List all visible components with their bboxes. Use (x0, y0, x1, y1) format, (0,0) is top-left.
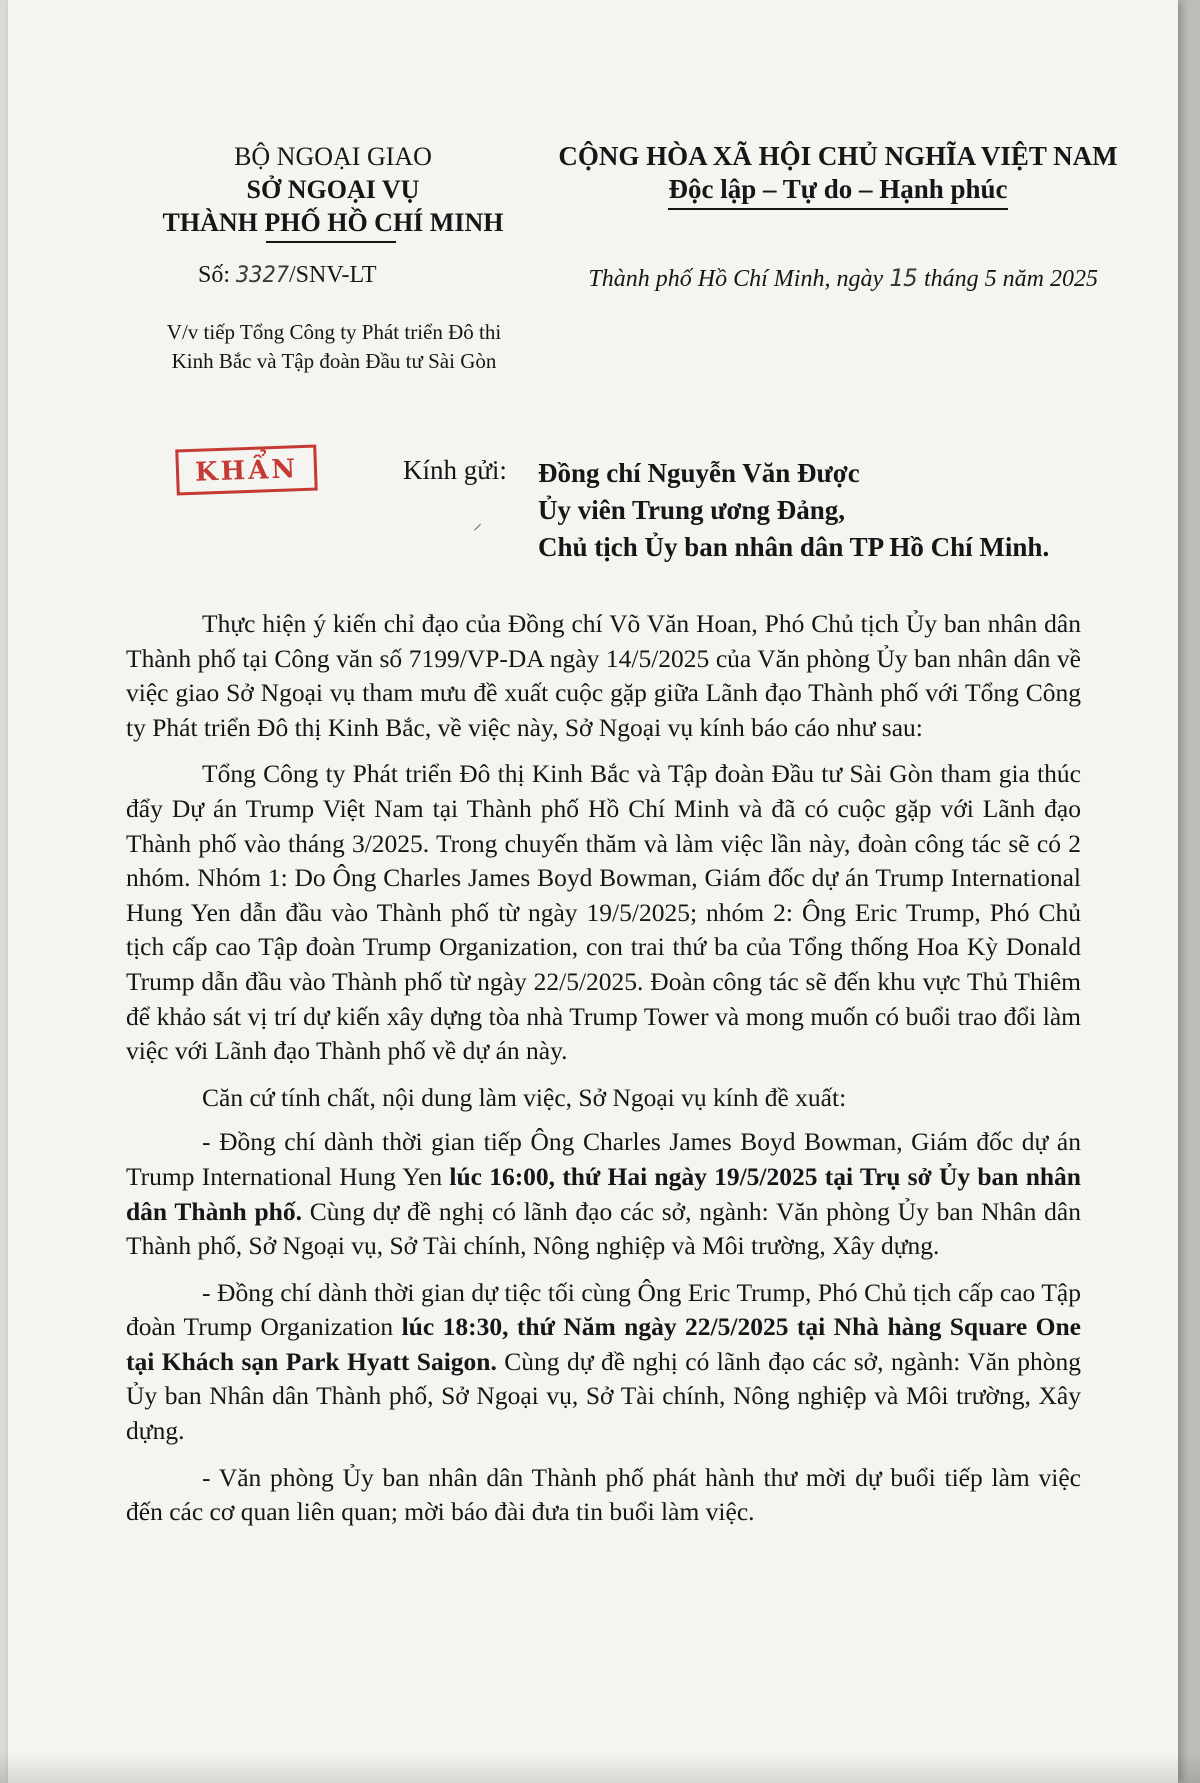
number-suffix: /SNV-LT (289, 262, 377, 288)
p5-bold: lúc 18:30, thứ Năm ngày 22/5/2025 tại Nhà hàng Square One tại Khách sạn Park Hyatt Saigon. (126, 1312, 1081, 1376)
date-suffix: tháng 5 năm 2025 (924, 266, 1098, 292)
p5-text-a: - Đồng chí dành thời gian dự tiệc tối cùng Ông Eric Trump, Phó Chủ tịch cấp cao Tập đoàn Trump Organization (126, 1277, 1081, 1342)
city-name: THÀNH PHỐ HỒ CHÍ MINH (162, 208, 504, 237)
handwritten-number: 3327 (236, 263, 289, 288)
subject-line-1: V/v tiếp Tổng Công ty Phát triển Đô thi (166, 320, 502, 344)
department-name: SỞ NGOẠI VỤ (246, 175, 420, 204)
p4-text-b: Cùng dự đề nghị có lãnh đạo các sở, ngành: Văn phòng Ủy ban Nhân dân Thành phố, Sở Ngoại vụ, Sở Tài chính, Nông nghiệp và Môi trường, Xây dựng. (126, 1196, 1081, 1261)
document-date (548, 264, 1098, 293)
bottom-shadow (0, 1753, 1200, 1783)
ministry-name: BỘ NGOẠI GIAO (234, 142, 432, 171)
document-number (198, 262, 377, 289)
subject-line-2: Kinh Bắc và Tập đoàn Đầu tư Sài Gòn (171, 349, 497, 373)
subject-line (150, 318, 518, 376)
paragraph-6: - Văn phòng Ủy ban nhân dân Thành phố phát hành thư mời dự buổi tiếp làm việc đến các cơ quan liên quan; mời báo đài đưa tin buổi làm việc. (126, 1462, 1081, 1527)
recipient-label: Kính gửi: (403, 455, 507, 485)
p5-text-b: Cùng dự đề nghị có lãnh đạo các sở, ngành: Văn phòng Ủy ban Nhân dân Thành phố, Sở Ngoại vụ, Sở Tài chính, Nông nghiệp và Môi trường, Xây dựng. (126, 1346, 1081, 1446)
recipient-block (473, 455, 1050, 566)
date-prefix: Thành phố Hồ Chí Minh, ngày (588, 266, 884, 292)
issuing-agency (148, 140, 518, 239)
paragraph-3: Căn cứ tính chất, nội dung làm việc, Sở Ngoại vụ kính đề xuất: (202, 1082, 847, 1112)
country-name: CỘNG HÒA XÃ HỘI CHỦ NGHĨA VIỆT NAM (558, 141, 1118, 171)
number-prefix: Số: (198, 262, 231, 288)
paragraph-1: Thực hiện ý kiến chỉ đạo của Đồng chí Võ Văn Hoan, Phó Chủ tịch Ủy ban nhân dân Thành phố tại Công văn số 7199/VP-DA ngày 14/5/2025 của Văn phòng Ủy ban nhân dân về việc giao Sở Ngoại vụ tham mưu đề xuất cuộc gặp giữa Lãnh đạo Thành phố với Tổng Công ty Phát triển Đô thị Kinh Bắc, về việc này, Sở Ngoại vụ kính báo cáo như sau: (126, 609, 1081, 742)
pen-mark-icon: ⸝ (473, 513, 482, 533)
p4-bold: lúc 16:00, thứ Hai ngày 19/5/2025 tại Trụ sở Ủy ban nhân dân Thành phố. (126, 1161, 1081, 1226)
agency-underline (266, 241, 396, 243)
recipient-title-2: Chủ tịch Ủy ban nhân dân TP Hồ Chí Minh. (538, 532, 1050, 562)
urgent-stamp: KHẨN (175, 445, 318, 496)
national-motto: Độc lập – Tự do – Hạnh phúc (668, 173, 1007, 210)
document-page (8, 0, 1178, 1783)
p4-text-a: - Đồng chí dành thời gian tiếp Ông Charles James Boyd Bowman, Giám đốc dự án Trump International Hung Yen (126, 1127, 1081, 1191)
recipient-name: Đồng chí Nguyễn Văn Được (538, 458, 860, 488)
paragraph-2: Tổng Công ty Phát triển Đô thị Kinh Bắc và Tập đoàn Đầu tư Sài Gòn tham gia thúc đẩy Dự án Trump Việt Nam tại Thành phố Hồ Chí Minh và đã có cuộc gặp với Lãnh đạo Thành phố vào tháng 3/2025. Trong chuyến thăm và làm việc lần này, đoàn công tác sẽ có 2 nhóm. Nhóm 1: Do Ông Charles James Boyd Bowman, Giám đốc dự án Trump International Hung Yen dẫn đầu vào Thành phố từ ngày 19/5/2025; nhóm 2: Ông Eric Trump, Phó Chủ tịch cấp cao Tập đoàn Trump Organization, con trai thứ ba của Tổng thống Hoa Kỳ Donald Trump dẫn đầu vào Thành phố từ ngày 22/5/2025. Đoàn công tác sẽ đến khu vực Thủ Thiêm để khảo sát vị trí dự kiến xây dựng tòa nhà Trump Tower và mong muốn có buổi trao đổi làm việc với Lãnh đạo Thành phố về dự án này. (126, 759, 1081, 1066)
paragraph-4 (126, 1125, 1081, 1263)
recipient-title-1: Ủy viên Trung ương Đảng, (538, 495, 845, 525)
date-day: 15 (889, 264, 918, 292)
national-title (553, 140, 1123, 210)
paragraph-5 (126, 1276, 1081, 1449)
letter-body (126, 607, 1081, 1542)
page-edge (1178, 0, 1200, 1783)
